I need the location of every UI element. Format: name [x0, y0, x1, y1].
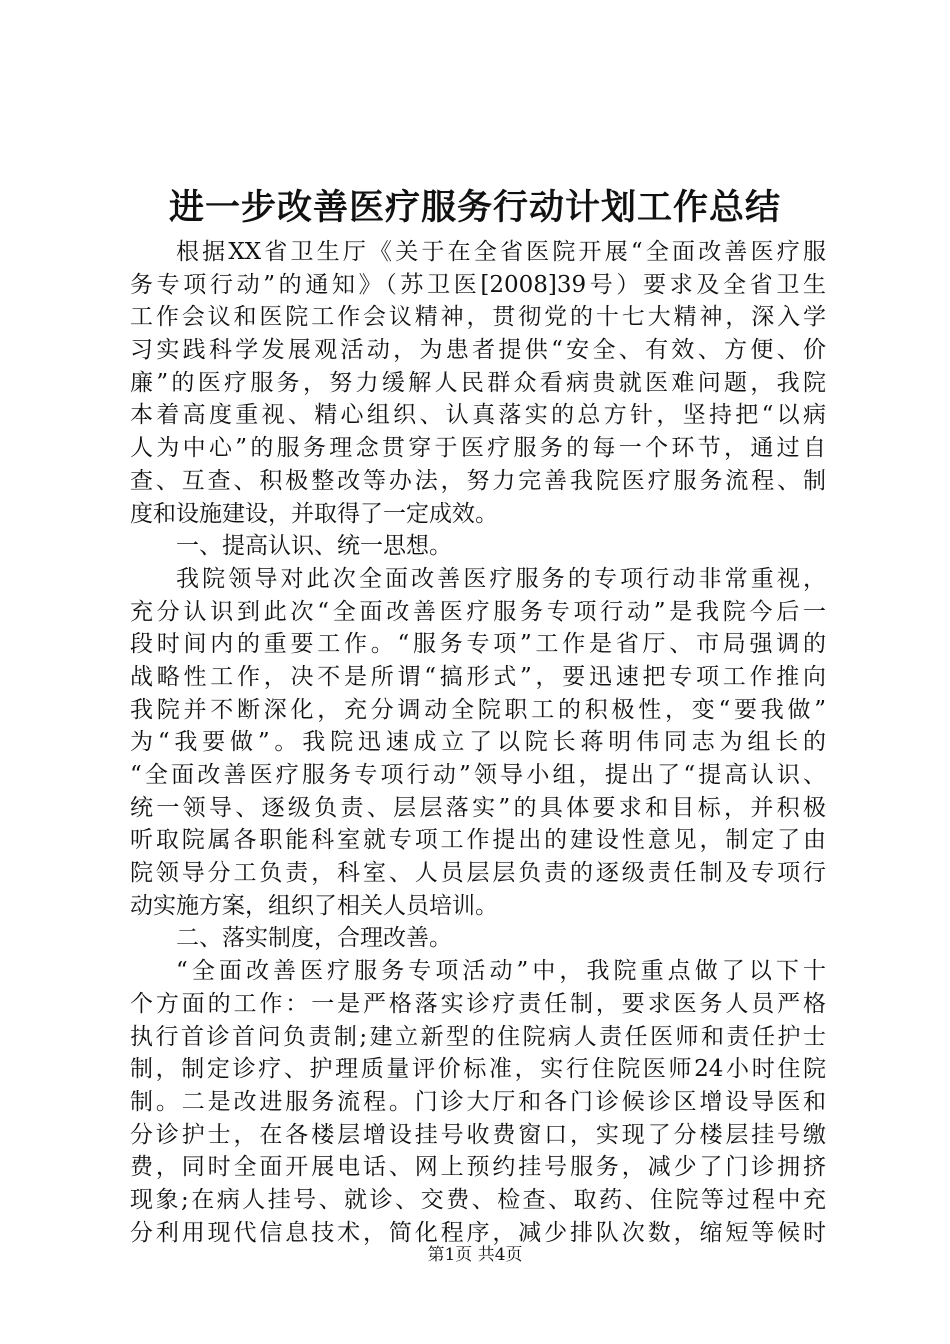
text-line: 现象;在病人挂号、就诊、交费、检查、取药、住院等过程中充: [130, 1186, 826, 1213]
text-line: 战略性工作，决不是所谓“搞形式”，要迅速把专项工作推向: [130, 663, 826, 690]
text-line: 工作会议和医院工作会议精神，贯彻党的十七大精神，深入学: [130, 304, 826, 331]
text-line: “全面改善医疗服务专项行动”领导小组，提出了“提高认识、: [130, 762, 826, 788]
text-line: 习实践科学发展观活动，为患者提供“安全、有效、方便、价: [130, 337, 826, 364]
text-line: 统一领导、逐级负责、层层落实”的具体要求和目标，并积极: [130, 794, 826, 821]
text-line: 查、互查、积极整改等办法，努力完善我院医疗服务流程、制: [130, 467, 826, 494]
text-line: 院领导分工负责，科室、人员层层负责的逐级责任制及专项行: [130, 860, 826, 887]
text-line: 个方面的工作：一是严格落实诊疗责任制，要求医务人员严格: [130, 990, 826, 1017]
text-line: 执行首诊首问负责制;建立新型的住院病人责任医师和责任护士: [130, 1023, 826, 1050]
text-line: 制。二是改进服务流程。门诊大厅和各门诊候诊区增设导医和: [130, 1088, 826, 1115]
document-body: [130, 236, 826, 1249]
text-line: 为“我要做”。我院迅速成立了以院长蒋明伟同志为组长的: [130, 729, 826, 756]
text-line: 根据XX省卫生厅《关于在全省医院开展“全面改善医疗服: [176, 239, 826, 265]
text-line: 分诊护士，在各楼层增设挂号收费窗口，实现了分楼层挂号缴: [130, 1121, 826, 1148]
text-line: 制，制定诊疗、护理质量评价标准，实行住院医师24小时住院: [130, 1056, 826, 1083]
text-line: 人为中心”的服务理念贯穿于医疗服务的每一个环节，通过自: [130, 435, 826, 462]
text-line: 一、提高认识、统一思想。: [176, 533, 452, 560]
text-line: 听取院属各职能科室就专项工作提出的建设性意见，制定了由: [130, 827, 826, 854]
text-line: 充分认识到此次“全面改善医疗服务专项行动”是我院今后一: [130, 598, 826, 625]
text-line: “全面改善医疗服务专项活动”中，我院重点做了以下十: [176, 958, 826, 985]
text-line: 分利用现代信息技术，简化程序，减少排队次数，缩短等候时: [130, 1219, 826, 1246]
text-line: 二、落实制度，合理改善。: [176, 925, 452, 952]
document-title: 进一步改善医疗服务行动计划工作总结: [168, 187, 781, 228]
text-line: 我院并不断深化，充分调动全院职工的积极性，变“要我做”: [130, 696, 826, 723]
page-footer: 第1页 共4页: [427, 1245, 523, 1265]
text-line: 廉”的医疗服务，努力缓解人民群众看病贵就医难问题，我院: [130, 369, 826, 396]
text-line: 段时间内的重要工作。“服务专项”工作是省厅、市局强调的: [130, 631, 826, 658]
text-line: 动实施方案，组织了相关人员培训。: [130, 892, 498, 919]
text-line: 我院领导对此次全面改善医疗服务的专项行动非常重视，: [176, 565, 826, 592]
text-line: 务专项行动”的通知》（苏卫医[2008]39号）要求及全省卫生: [130, 271, 826, 298]
text-line: 费，同时全面开展电话、网上预约挂号服务，减少了门诊拥挤: [130, 1154, 826, 1181]
text-line: 度和设施建设，并取得了一定成效。: [130, 500, 498, 527]
text-line: 本着高度重视、精心组织、认真落实的总方针，坚持把“以病: [130, 402, 826, 429]
